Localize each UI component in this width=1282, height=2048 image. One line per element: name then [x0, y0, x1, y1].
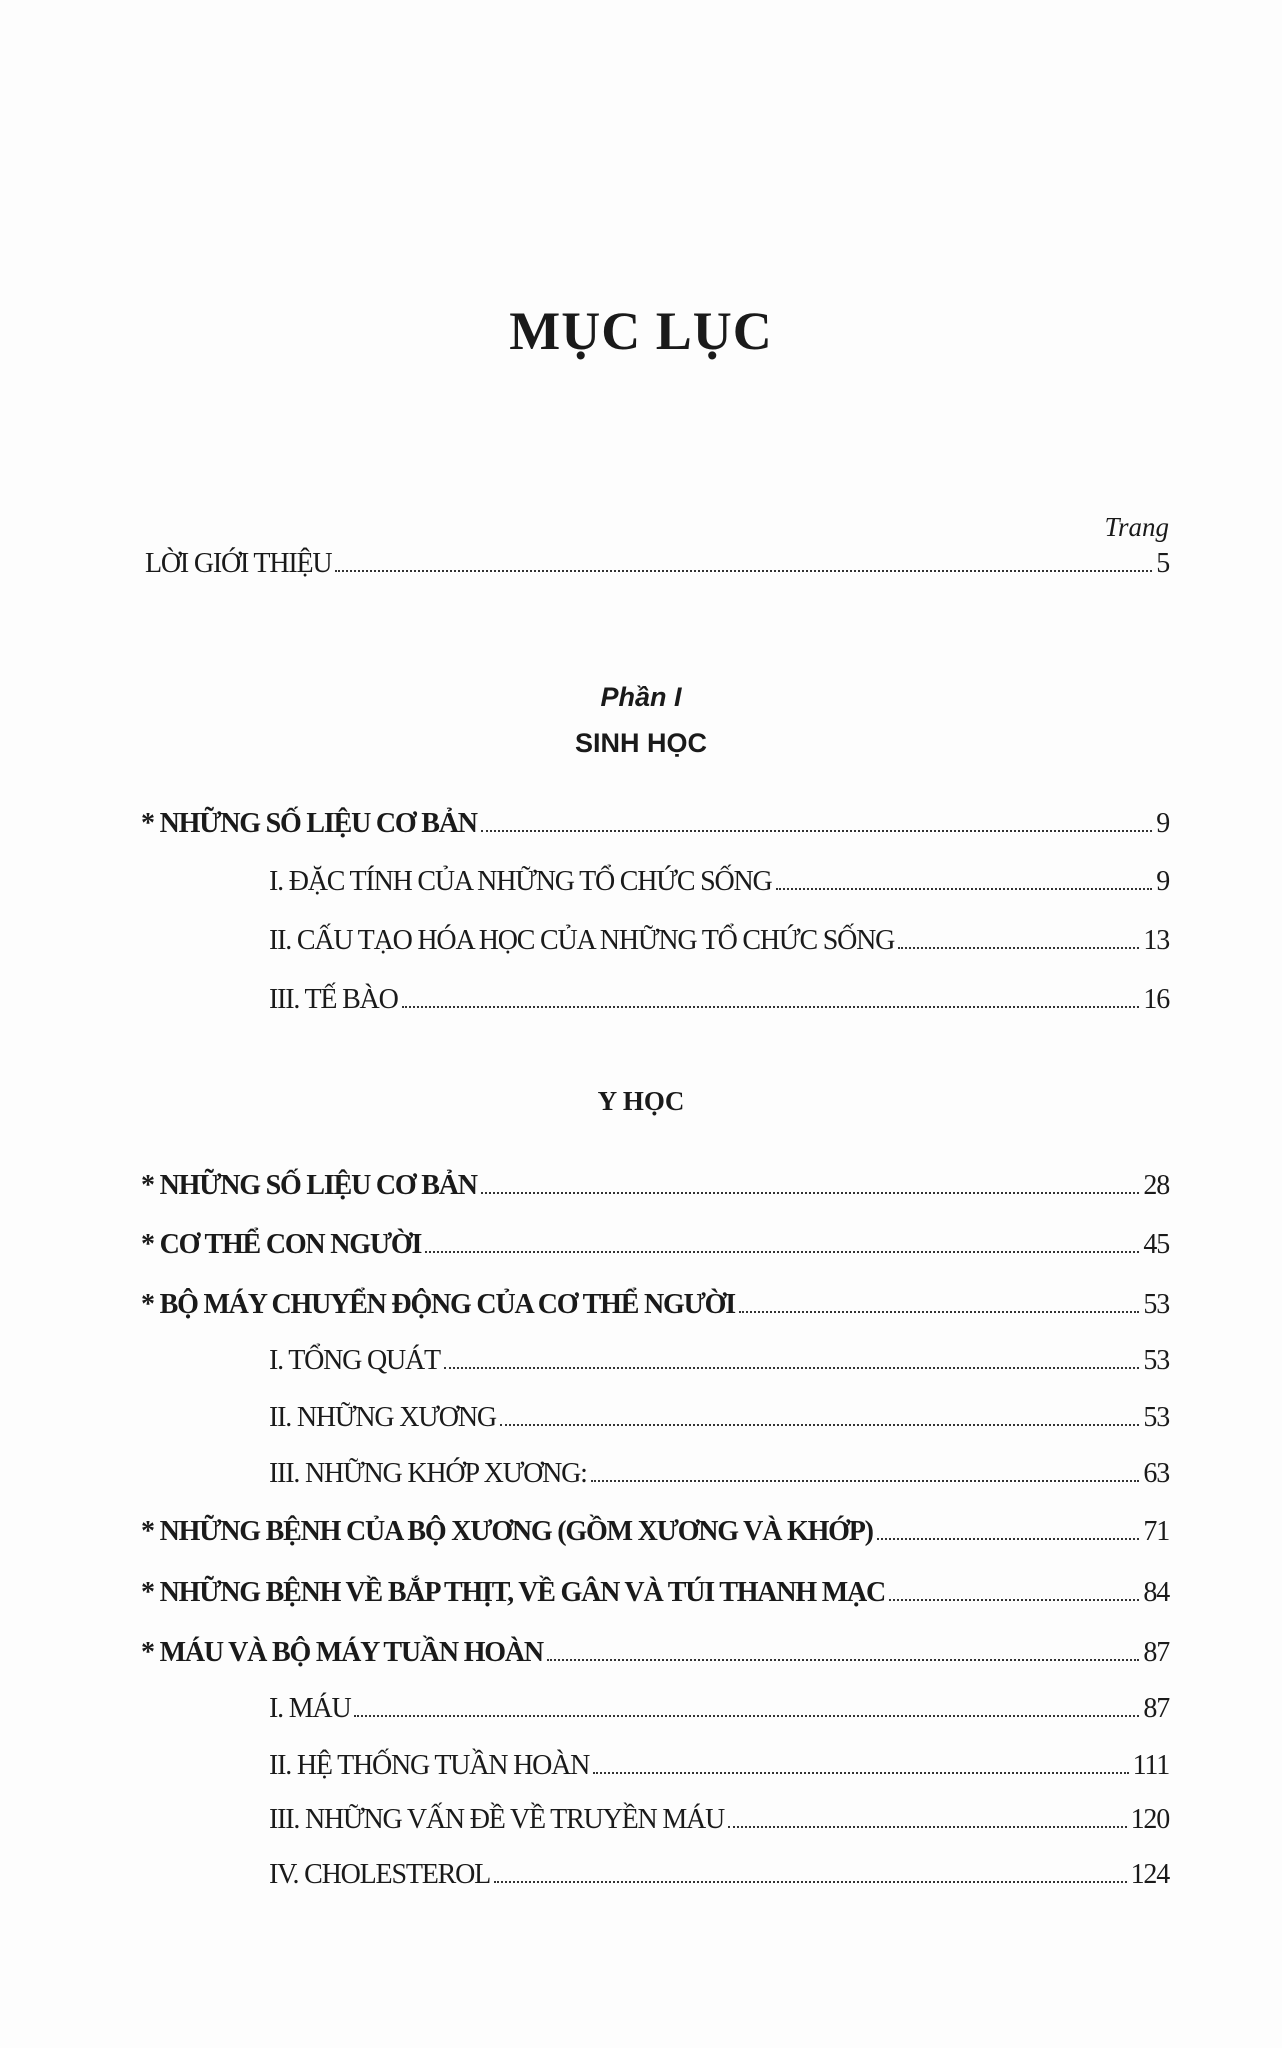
page-column-label: Trang [1104, 512, 1169, 542]
toc-entry[interactable] [269, 925, 1169, 961]
dot-leader [547, 1659, 1139, 1661]
toc-entry-label: I. ĐẶC TÍNH CỦA NHỮNG TỔ CHỨC SỐNG [269, 866, 772, 897]
toc-entry-page: 5 [1156, 548, 1169, 579]
dot-leader [776, 888, 1153, 890]
toc-entry-page: 53 [1143, 1402, 1169, 1433]
toc-entry[interactable] [141, 1229, 1169, 1265]
dot-leader [591, 1480, 1140, 1482]
toc-entry-label: * NHỮNG BỆNH CỦA BỘ XƯƠNG (GỒM XƯƠNG VÀ KHỚP) [141, 1516, 873, 1547]
toc-entry-page: 87 [1143, 1637, 1169, 1668]
dot-leader [444, 1367, 1139, 1369]
section-heading-sinh-hoc: SINH HỌC [574, 728, 707, 758]
toc-entry-label: I. MÁU [269, 1693, 351, 1724]
toc-entry[interactable] [269, 1458, 1169, 1494]
toc-entry-label: II. HỆ THỐNG TUẦN HOÀN [269, 1750, 590, 1781]
section-heading-y-hoc: Y HỌC [597, 1086, 685, 1116]
toc-entry-page: 28 [1143, 1170, 1169, 1201]
toc-entry[interactable] [269, 1750, 1169, 1786]
toc-entry-page: 53 [1143, 1345, 1169, 1376]
toc-entry[interactable] [269, 1345, 1169, 1381]
toc-entry[interactable] [269, 866, 1169, 902]
dot-leader [889, 1599, 1139, 1601]
toc-entry[interactable] [141, 1289, 1169, 1325]
dot-leader [739, 1311, 1139, 1313]
toc-entry-page: 124 [1130, 1859, 1169, 1890]
toc-entry-label: * CƠ THỂ CON NGƯỜI [141, 1229, 422, 1260]
toc-entry-label: * NHỮNG SỐ LIỆU CƠ BẢN [141, 1170, 477, 1201]
dot-leader [728, 1826, 1127, 1828]
toc-entry[interactable] [269, 984, 1169, 1020]
toc-entry-label: * NHỮNG BỆNH VỀ BẮP THỊT, VỀ GÂN VÀ TÚI THANH MẠC [141, 1577, 885, 1608]
dot-leader [425, 1251, 1139, 1253]
toc-entry[interactable] [141, 808, 1169, 844]
part-label: Phần I [600, 682, 682, 712]
toc-entry[interactable] [141, 1637, 1169, 1673]
toc-entry[interactable] [269, 1693, 1169, 1729]
toc-entry-page: 16 [1143, 984, 1169, 1015]
dot-leader [593, 1772, 1128, 1774]
toc-entry[interactable] [269, 1859, 1169, 1895]
toc-entry-page: 84 [1143, 1577, 1169, 1608]
toc-entry-page: 71 [1143, 1516, 1169, 1547]
toc-entry-label: * MÁU VÀ BỘ MÁY TUẦN HOÀN [141, 1637, 543, 1668]
toc-entry-label: * NHỮNG SỐ LIỆU CƠ BẢN [141, 808, 477, 839]
toc-entry-label: III. NHỮNG KHỚP XƯƠNG: [269, 1458, 587, 1489]
dot-leader [877, 1538, 1140, 1540]
toc-entry[interactable] [269, 1402, 1169, 1438]
toc-entry-label: III. NHỮNG VẤN ĐỀ VỀ TRUYỀN MÁU [269, 1804, 725, 1835]
toc-entry[interactable] [141, 1577, 1169, 1613]
page-title: MỤC LỤC [509, 301, 773, 361]
toc-entry[interactable] [141, 1516, 1169, 1552]
toc-entry-page: 13 [1143, 925, 1169, 956]
dot-leader [481, 1192, 1140, 1194]
toc-entry-label: II. CẤU TẠO HÓA HỌC CỦA NHỮNG TỔ CHỨC SỐNG [269, 925, 895, 956]
toc-entry[interactable] [141, 1170, 1169, 1206]
dot-leader [402, 1006, 1140, 1008]
dot-leader [500, 1424, 1140, 1426]
toc-entry-label: II. NHỮNG XƯƠNG [269, 1402, 496, 1433]
toc-entry-label: * BỘ MÁY CHUYỂN ĐỘNG CỦA CƠ THỂ NGƯỜI [141, 1289, 735, 1320]
toc-entry[interactable] [269, 1804, 1169, 1840]
dot-leader [354, 1715, 1139, 1717]
toc-entry-label: III. TẾ BÀO [269, 984, 398, 1015]
dot-leader [335, 570, 1152, 572]
toc-entry-page: 111 [1132, 1750, 1169, 1781]
toc-entry-label: LỜI GIỚI THIỆU [145, 548, 332, 579]
toc-entry-page: 87 [1143, 1693, 1169, 1724]
dot-leader [481, 830, 1152, 832]
toc-entry-page: 45 [1143, 1229, 1169, 1260]
toc-entry-label: I. TỔNG QUÁT [269, 1345, 440, 1376]
toc-entry-page: 9 [1156, 866, 1169, 897]
toc-entry-page: 63 [1143, 1458, 1169, 1489]
dot-leader [898, 947, 1139, 949]
toc-entry-intro[interactable] [145, 548, 1169, 584]
toc-entry-label: IV. CHOLESTEROL [269, 1859, 491, 1890]
toc-entry-page: 53 [1143, 1289, 1169, 1320]
dot-leader [494, 1881, 1127, 1883]
toc-entry-page: 120 [1130, 1804, 1169, 1835]
toc-entry-page: 9 [1156, 808, 1169, 839]
